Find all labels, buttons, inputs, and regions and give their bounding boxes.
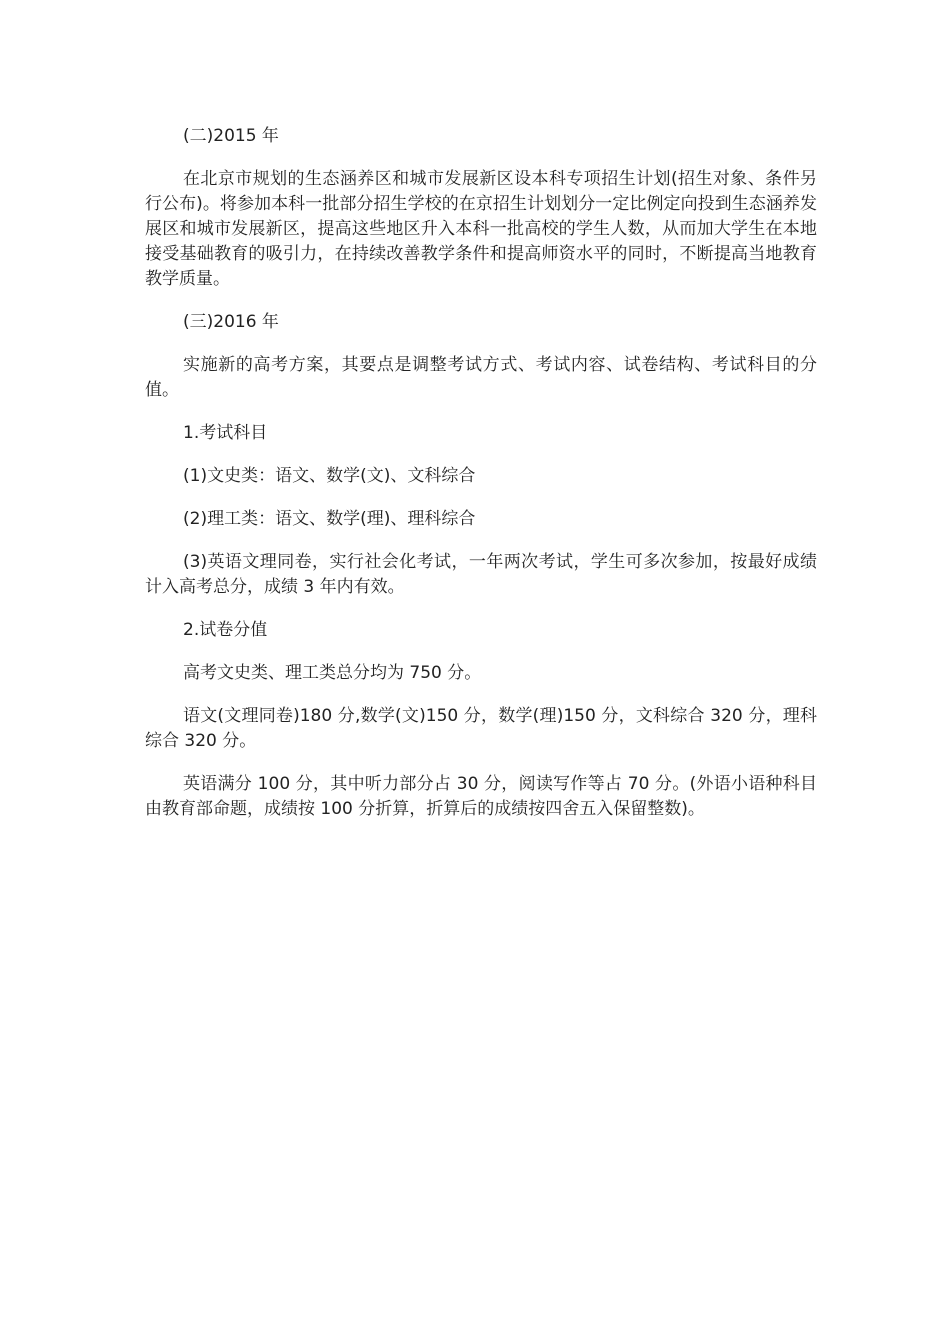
heading-2016: (三)2016 年: [183, 312, 279, 332]
paragraph-2015-plan: 在北京市规划的生态涵养区和城市发展新区设本科专项招生计划(招生对象、条件另行公布)。将参加本科一批部分招生学校的在京招生计划划分一定比例定向投到生态涵养发展区和城市发展新区，提高这些地区升入本科一批高校的学生人数，从而加大学生在本地接受基础教育的吸引力，在持续改善教学条件和提高师资水平的同时，不断提高当地教育教学质量。: [145, 169, 817, 289]
heading-paper-scores: 2.试卷分值: [183, 620, 268, 640]
paragraph-subject-scores: 语文(文理同卷)180 分,数学(文)150 分，数学(理)150 分，文科综合 320 分，理科综合 320 分。: [145, 706, 817, 751]
item-liberal-arts: (1)文史类：语文、数学(文)、文科综合: [183, 466, 476, 486]
item-english: (3)英语文理同卷，实行社会化考试，一年两次考试，学生可多次参加，按最好成绩计入高考总分，成绩 3 年内有效。: [145, 552, 817, 597]
document-body: [145, 124, 817, 840]
paragraph-total-score: 高考文史类、理工类总分均为 750 分。: [183, 663, 482, 683]
paragraph-english-score: 英语满分 100 分，其中听力部分占 30 分，阅读写作等占 70 分。(外语小语种科目由教育部命题，成绩按 100 分折算，折算后的成绩按四舍五入保留整数)。: [145, 774, 817, 819]
item-science: (2)理工类：语文、数学(理)、理科综合: [183, 509, 476, 529]
heading-2015: (二)2015 年: [183, 126, 279, 146]
paragraph-2016-plan: 实施新的高考方案，其要点是调整考试方式、考试内容、试卷结构、考试科目的分值。: [145, 355, 817, 400]
heading-exam-subjects: 1.考试科目: [183, 423, 268, 443]
